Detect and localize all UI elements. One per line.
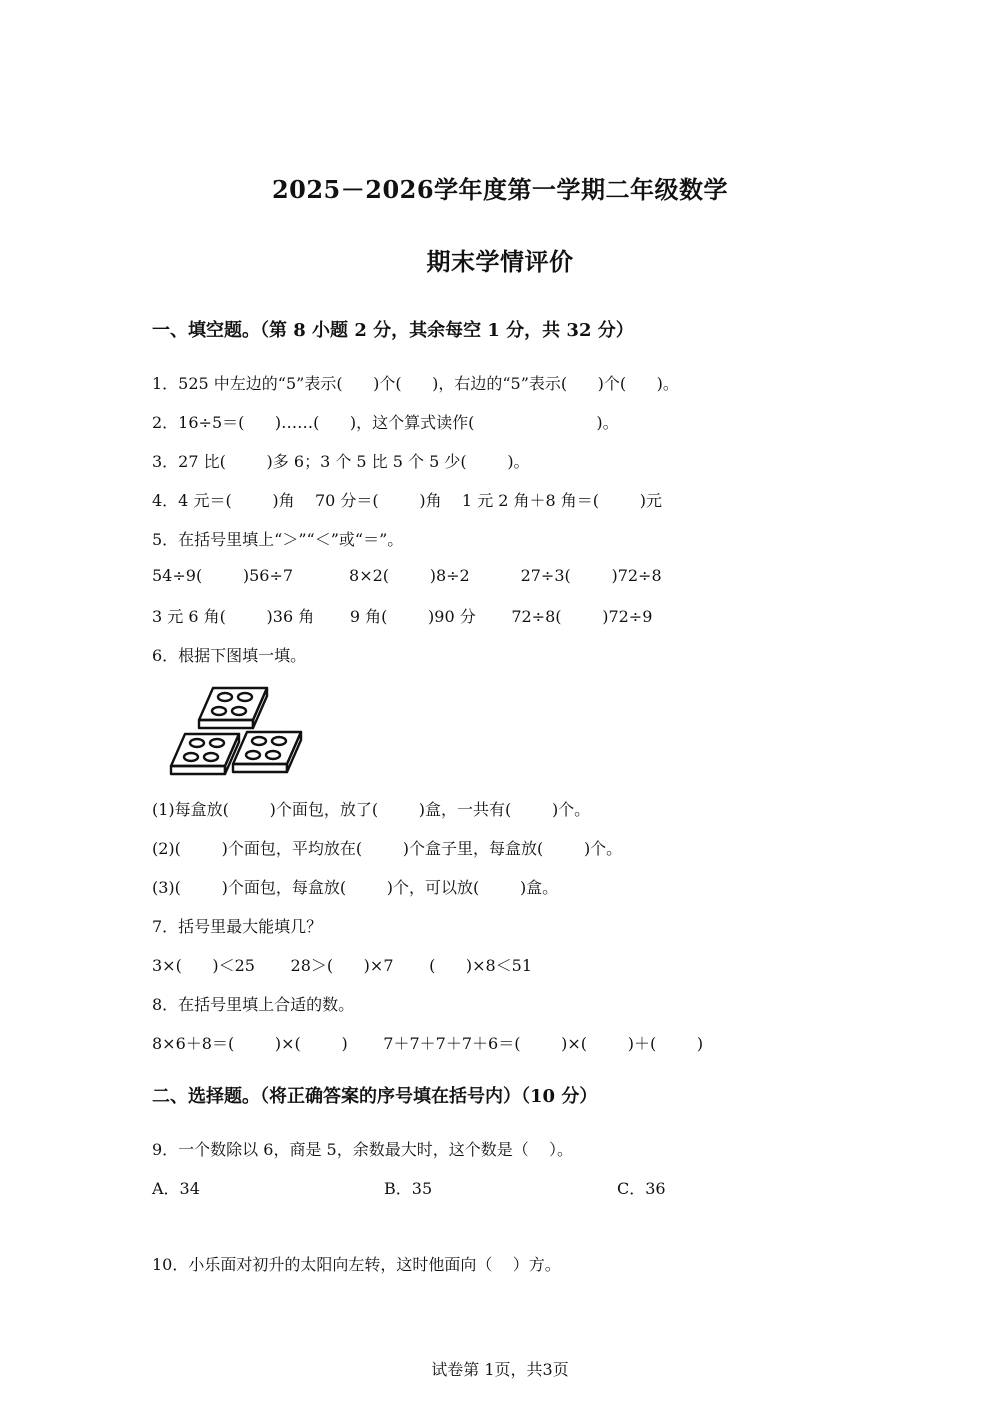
section1-heading: 一、填空题。（第 8 小题 2 分，其余每空 1 分，共 32 分）	[152, 320, 634, 341]
bread-boxes-illustration	[163, 678, 308, 783]
question-8-row: 8×6＋8＝( )×( ) 7＋7＋7＋7＋6＝( )×( )＋( )	[152, 1034, 704, 1053]
question-10: 10．小乐面对初升的太阳向左转，这时他面向（ ）方。	[152, 1255, 561, 1274]
question-2: 2．16÷5＝( )……( )，这个算式读作( )。	[152, 413, 619, 432]
question-6-part3: (3)( )个面包，每盒放( )个，可以放( )盒。	[152, 878, 559, 897]
page-footer: 试卷第 1页，共3页	[431, 1360, 569, 1379]
question-6-part2: (2)( )个面包，平均放在( )个盒子里，每盒放( )个。	[152, 839, 623, 858]
question-6: 6．根据下图填一填。	[152, 646, 307, 665]
question-8: 8．在括号里填上合适的数。	[152, 995, 355, 1014]
question-9-option-a: A．34	[152, 1179, 200, 1198]
question-9: 9．一个数除以 6，商是 5，余数最大时，这个数是（ ）。	[152, 1140, 574, 1159]
bread-boxes-figure	[163, 678, 308, 787]
page-title-line1: 2025－2026学年度第一学期二年级数学	[271, 175, 729, 204]
question-5-row2: 3 元 6 角( )36 角 9 角( )90 分 72÷8( )72÷9	[152, 607, 653, 626]
question-9-option-b: B．35	[384, 1179, 433, 1198]
question-1: 1．525 中左边的“5”表示( )个( )，右边的“5”表示( )个( )。	[152, 374, 679, 393]
question-5-row1: 54÷9( )56÷7 8×2( )8÷2 27÷3( )72÷8	[152, 566, 662, 585]
question-7-row: 3×( )＜25 28＞( )×7 ( )×8＜51	[152, 956, 533, 975]
question-9-option-c: C．36	[617, 1179, 666, 1198]
question-4: 4．4 元＝( )角 70 分＝( )角 1 元 2 角＋8 角＝( )元	[152, 491, 662, 510]
question-6-part1: (1)每盒放( )个面包，放了( )盒，一共有( )个。	[152, 800, 591, 819]
question-7: 7．括号里最大能填几？	[152, 917, 323, 936]
question-5: 5．在括号里填上“＞”“＜”或“＝”。	[152, 530, 404, 549]
page-title-line2: 期末学情评价	[426, 247, 574, 276]
section2-heading: 二、选择题。（将正确答案的序号填在括号内）（10 分）	[152, 1086, 598, 1107]
question-3: 3．27 比( )多 6；3 个 5 比 5 个 5 少( )。	[152, 452, 530, 471]
